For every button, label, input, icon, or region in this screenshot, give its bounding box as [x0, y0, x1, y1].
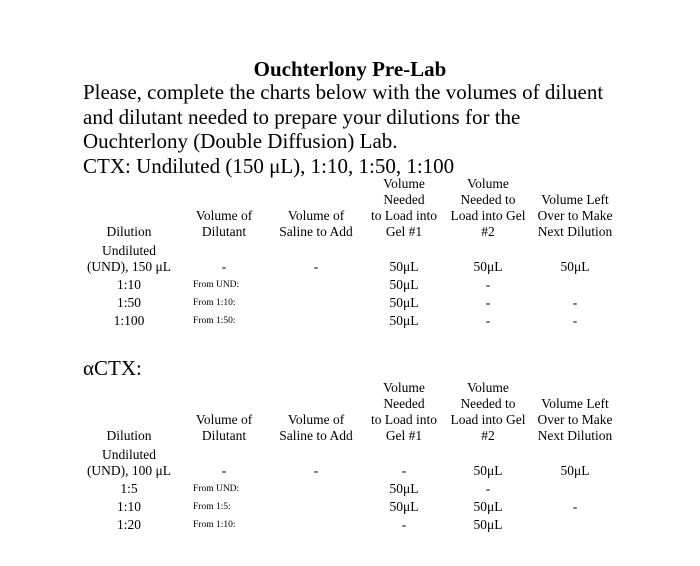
saline-cell [271, 276, 361, 294]
intro-text [83, 80, 683, 178]
gel1-cell: 50μL [389, 481, 419, 496]
dilution-cell: 1:5 [120, 481, 138, 496]
left-over-cell: 50μL [560, 463, 590, 478]
table-row [81, 276, 621, 294]
intro-line: Ouchterlony (Double Diffusion) Lab. [83, 129, 398, 153]
left-over-header: Volume Left Over to Make Next Dilution [537, 396, 613, 443]
left-over-cell [529, 516, 621, 534]
gel2-header: Volume Needed to Load into Gel #2 [450, 176, 526, 239]
dilutant-cell: From UND: [193, 484, 240, 494]
gel2-cell: 50μL [473, 463, 503, 478]
left-over-cell: - [572, 295, 578, 310]
gel2-header: Volume Needed to Load into Gel #2 [450, 380, 526, 443]
saline-cell [271, 516, 361, 534]
dilution-cell: Undiluted (UND), 150 μL [86, 243, 172, 274]
dilutant-cell: From 1:10: [193, 520, 236, 530]
saline-cell [271, 312, 361, 330]
dilution-cell: 1:100 [113, 313, 145, 328]
dilutant-header: Volume of Dilutant [195, 208, 253, 239]
dilution-cell: 1:10 [116, 499, 141, 514]
gel1-cell: 50μL [389, 313, 419, 328]
saline-cell: - [313, 463, 319, 478]
gel1-cell: - [401, 463, 407, 478]
gel2-cell: 50μL [473, 517, 503, 532]
document-title: Ouchterlony Pre-Lab [253, 57, 447, 81]
dilution-header: Dilution [106, 428, 152, 443]
gel2-cell: - [485, 295, 491, 310]
left-over-cell: - [572, 313, 578, 328]
table-row [81, 480, 621, 498]
gel1-cell: - [401, 517, 407, 532]
dilution-header: Dilution [106, 224, 152, 239]
table-row [81, 516, 621, 534]
saline-cell [271, 480, 361, 498]
dilutant-cell: From 1:10: [193, 298, 236, 308]
intro-line: CTX: Undiluted (150 μL), 1:10, 1:50, 1:100 [83, 153, 455, 178]
table-row [81, 294, 621, 312]
gel2-cell: - [485, 481, 491, 496]
gel2-cell: - [485, 313, 491, 328]
saline-header: Volume of Saline to Add [279, 412, 353, 443]
dilutant-cell: From UND: [193, 280, 240, 290]
gel1-header: Volume Needed to Load into Gel #1 [371, 176, 437, 239]
dilution-cell: 1:10 [116, 277, 141, 292]
ctx-dilution-table [81, 176, 621, 330]
saline-cell: - [313, 259, 319, 274]
gel1-header: Volume Needed to Load into Gel #1 [371, 380, 437, 443]
gel1-cell: 50μL [389, 259, 419, 274]
dilutant-cell: - [221, 463, 227, 478]
left-over-cell: 50μL [560, 259, 590, 274]
left-over-cell [529, 480, 621, 498]
table-header-row [81, 176, 621, 242]
gel2-cell: 50μL [473, 499, 503, 514]
dilutant-cell: From 1:5: [193, 502, 231, 512]
gel1-cell: 50μL [389, 499, 419, 514]
intro-line: Please, complete the charts below with the volumes of diluent [83, 80, 604, 104]
dilution-cell: 1:50 [116, 295, 141, 310]
table-row [81, 446, 621, 480]
table-header-row [81, 380, 621, 446]
actx-section-label: αCTX: [83, 356, 142, 380]
gel2-cell: 50μL [473, 259, 503, 274]
gel2-cell: - [485, 277, 491, 292]
table-row [81, 242, 621, 276]
dilution-cell: 1:20 [116, 517, 141, 532]
left-over-header: Volume Left Over to Make Next Dilution [537, 192, 613, 239]
gel1-cell: 50μL [389, 277, 419, 292]
saline-cell [271, 498, 361, 516]
dilutant-cell: - [221, 259, 227, 274]
dilutant-header: Volume of Dilutant [195, 412, 253, 443]
table-row [81, 498, 621, 516]
gel1-cell: 50μL [389, 295, 419, 310]
saline-cell [271, 294, 361, 312]
actx-dilution-table [81, 380, 621, 534]
dilution-cell: Undiluted (UND), 100 μL [86, 447, 172, 478]
dilutant-cell: From 1:50: [193, 316, 236, 326]
intro-line: and dilutant needed to prepare your dilutions for the [83, 104, 521, 129]
table-row [81, 312, 621, 330]
saline-header: Volume of Saline to Add [279, 208, 353, 239]
left-over-cell [529, 276, 621, 294]
left-over-cell: - [572, 499, 578, 514]
